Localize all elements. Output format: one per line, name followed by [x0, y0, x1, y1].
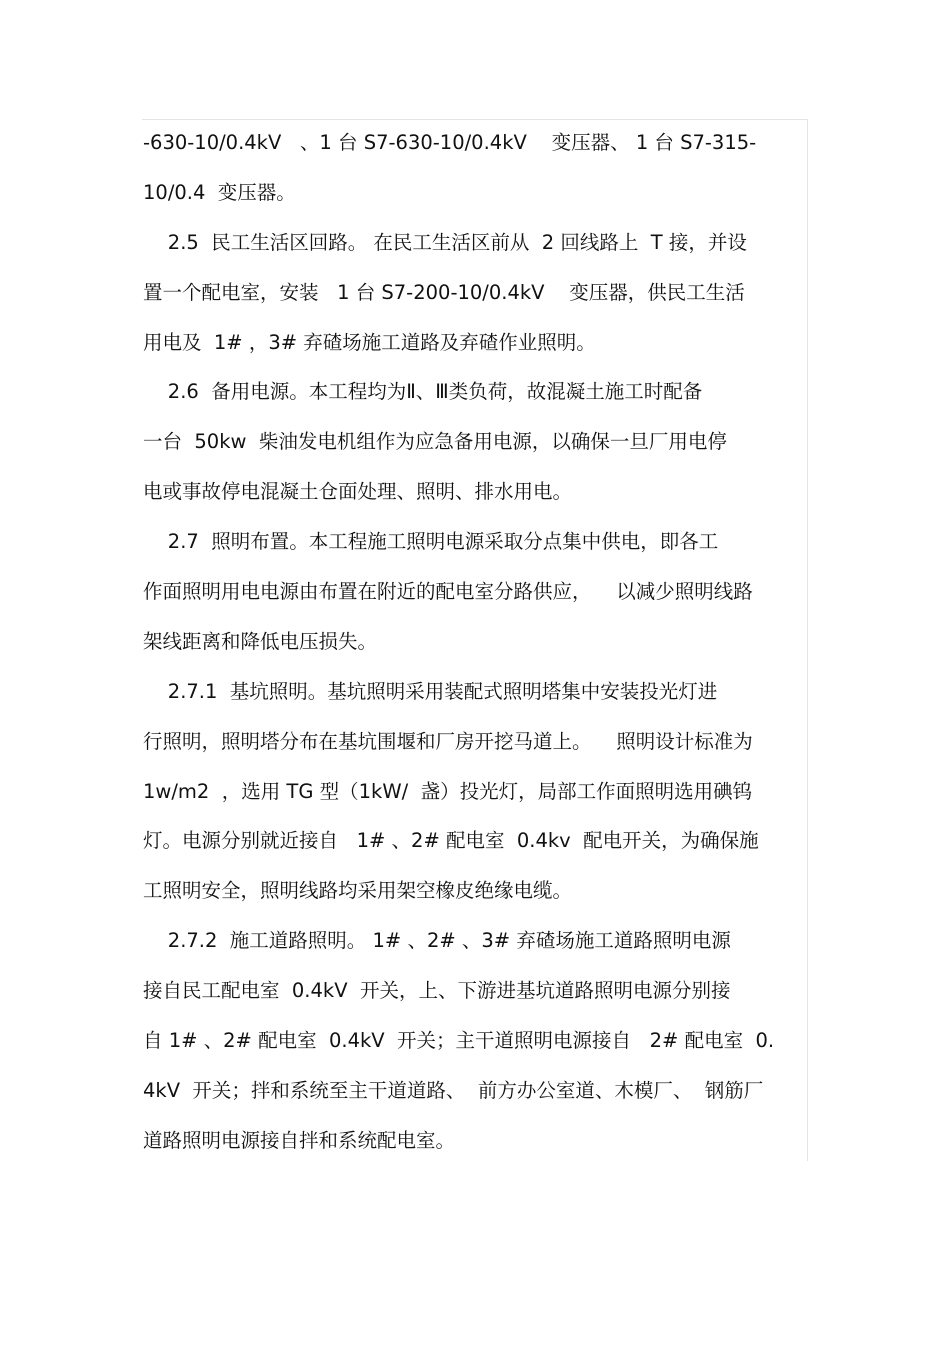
text-line: 4kV 开关；拌和系统至主干道道路、 前方办公室道、木模厂、 钢筋厂 [143, 1079, 764, 1102]
page-border-right [807, 119, 808, 1161]
text-line: 自 1# 、2# 配电室 0.4kV 开关；主干道照明电源接自 2# 配电室 0. [143, 1029, 775, 1052]
page-border-top [142, 119, 808, 120]
text-line: 工照明安全，照明线路均采用架空橡皮绝缘电缆。 [143, 879, 573, 902]
text-line: 10/0.4 变压器。 [143, 181, 296, 204]
text-line: 2.7.2 施工道路照明。 1# 、2# 、3# 弃碴场施工道路照明电源 [143, 929, 731, 952]
text-line: 2.5 民工生活区回路。 在民工生活区前从 2 回线路上 T 接，并设 [143, 231, 747, 254]
text-line: 2.6 备用电源。本工程均为Ⅱ、Ⅲ类负荷，故混凝土施工时配备 [143, 380, 703, 403]
text-line: 灯。电源分别就近接自 1# 、2# 配电室 0.4kv 配电开关，为确保施 [143, 829, 759, 852]
text-line: 道路照明电源接自拌和系统配电室。 [143, 1129, 456, 1152]
text-line: 作面照明用电电源由布置在附近的配电室分路供应， 以减少照明线路 [143, 580, 753, 603]
text-line: 架线距离和降低电压损失。 [143, 630, 378, 653]
text-line: -630-10/0.4kV 、1 台 S7-630-10/0.4kV 变压器、 1 台 S7-315- [143, 131, 757, 154]
text-line: 行照明，照明塔分布在基坑围堰和厂房开挖马道上。 照明设计标准为 [143, 730, 753, 753]
text-line: 2.7.1 基坑照明。基坑照明采用装配式照明塔集中安装投光灯进 [143, 680, 718, 703]
text-line: 电或事故停电混凝土仓面处理、照明、排水用电。 [143, 480, 573, 503]
text-line: 接自民工配电室 0.4kV 开关，上、下游进基坑道路照明电源分别接 [143, 979, 731, 1002]
text-line: 1w/m2 ，选用 TG 型（1kW/ 盏）投光灯，局部工作面照明选用碘钨 [143, 780, 753, 803]
text-line: 置一个配电室，安装 1 台 S7-200-10/0.4kV 变压器，供民工生活 [143, 281, 745, 304]
text-line: 一台 50kw 柴油发电机组作为应急备用电源，以确保一旦厂用电停 [143, 430, 727, 453]
text-line: 用电及 1# ，3# 弃碴场施工道路及弃碴作业照明。 [143, 331, 596, 354]
text-line: 2.7 照明布置。本工程施工照明电源采取分点集中供电，即各工 [143, 530, 719, 553]
